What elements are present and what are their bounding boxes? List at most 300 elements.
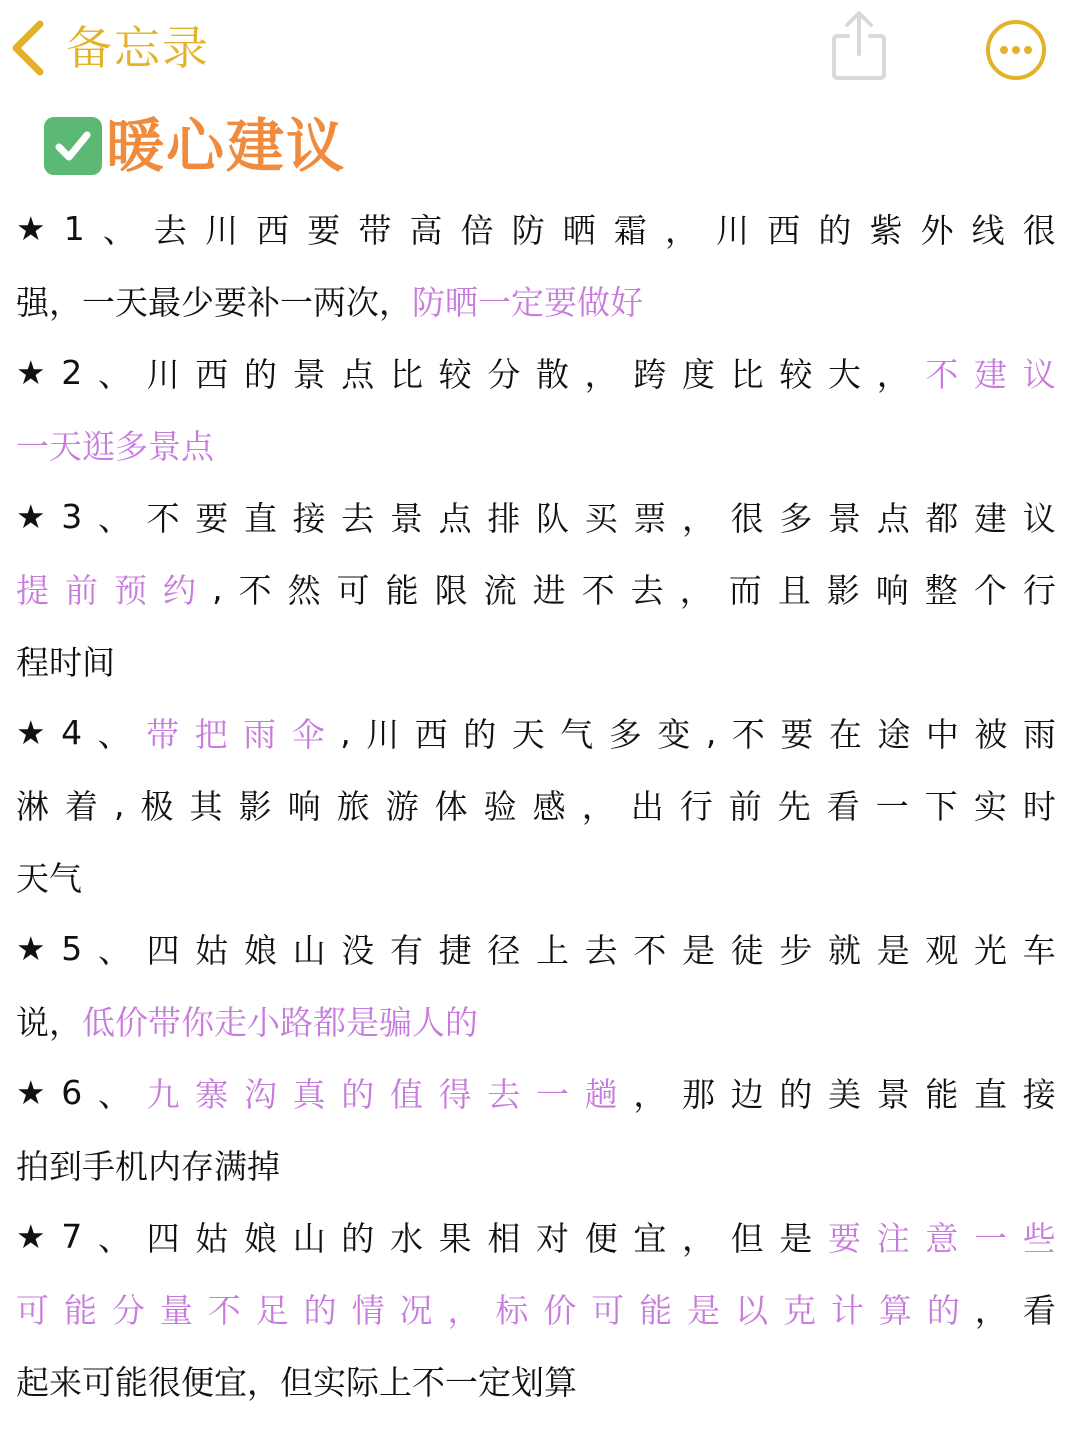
share-icon [826, 69, 892, 88]
char: 防 [412, 282, 445, 322]
char: 趟 [584, 1074, 618, 1114]
note-line [16, 336, 1056, 408]
char: 手 [82, 1146, 115, 1186]
char: 骗 [379, 1002, 412, 1042]
char: 相 [487, 1218, 521, 1258]
char: 四 [146, 1218, 180, 1258]
star-icon: ★ [16, 712, 46, 752]
char: 要 [544, 282, 577, 322]
char: 景 [389, 498, 423, 538]
char: 一 [875, 786, 909, 826]
char: 娘 [243, 1218, 277, 1258]
char: 建 [974, 498, 1008, 538]
char: 队 [535, 498, 569, 538]
char: 时 [1022, 786, 1056, 826]
char: 低 [82, 1002, 115, 1042]
char: 、 [97, 498, 131, 538]
char: 一 [82, 282, 115, 322]
char: 少 [181, 282, 214, 322]
char: 算 [544, 1362, 577, 1402]
char: 注 [876, 1218, 910, 1258]
char: 能 [63, 1290, 97, 1330]
char: 的 [779, 1074, 813, 1114]
char: 淋 [16, 786, 49, 826]
char: 不 [633, 930, 667, 970]
char: 的 [463, 714, 497, 754]
char: 5 [61, 928, 83, 968]
char: 天 [16, 858, 49, 898]
char: 把 [194, 714, 228, 754]
char: 一 [974, 1218, 1008, 1258]
char: 划 [511, 1362, 544, 1402]
char: 西 [256, 210, 290, 250]
char: 补 [247, 282, 280, 322]
char: 看 [1022, 1290, 1056, 1330]
note-line [16, 1056, 1056, 1128]
char: , [705, 712, 717, 752]
char: 的 [341, 1218, 375, 1258]
char: 议 [1022, 354, 1056, 394]
char: 车 [1022, 930, 1056, 970]
star-icon: ★ [16, 928, 46, 968]
note-line [16, 408, 1056, 480]
char: 寨 [195, 1074, 229, 1114]
char: 响 [875, 570, 909, 610]
char: 意 [925, 1218, 959, 1258]
char: 整 [924, 570, 958, 610]
char: ， [247, 1362, 280, 1402]
char: 出 [630, 786, 664, 826]
char: 有 [389, 930, 423, 970]
char: 机 [115, 1146, 148, 1186]
char: 晒 [445, 282, 478, 322]
char: 雨 [243, 714, 277, 754]
char: 着 [65, 786, 99, 826]
char: 前 [65, 570, 99, 610]
char: 感 [532, 786, 566, 826]
char: 大 [828, 354, 862, 394]
char: 就 [828, 930, 862, 970]
char: 好 [610, 282, 643, 322]
char: 景 [148, 426, 181, 466]
char: 外 [920, 210, 954, 250]
char: 果 [438, 1218, 472, 1258]
char: 可 [16, 1290, 49, 1330]
char: 7 [61, 1216, 83, 1256]
char: 小 [247, 1002, 280, 1042]
char: 线 [971, 210, 1005, 250]
char: 2 [61, 352, 83, 392]
char: 山 [292, 930, 326, 970]
note-body[interactable] [16, 192, 1056, 1416]
char: 上 [379, 1362, 412, 1402]
char: 的 [341, 1074, 375, 1114]
char: ， [584, 354, 618, 394]
char: 川 [205, 210, 239, 250]
char: 娘 [243, 930, 277, 970]
char: 做 [577, 282, 610, 322]
char: 去 [630, 570, 664, 610]
char: 雨 [1022, 714, 1056, 754]
char: , [114, 784, 125, 824]
char: 提 [16, 570, 49, 610]
char: 紫 [869, 210, 903, 250]
char: 不 [731, 714, 765, 754]
char: 得 [438, 1074, 472, 1114]
char: 能 [115, 1362, 148, 1402]
char: ， [49, 1002, 82, 1042]
char: 姑 [195, 930, 229, 970]
char: 可 [82, 1362, 115, 1402]
char: 一 [535, 1074, 569, 1114]
char: 1 [63, 208, 85, 248]
char: 都 [313, 1002, 346, 1042]
char: 天 [511, 714, 545, 754]
char: 多 [115, 426, 148, 466]
char: ， [876, 354, 910, 394]
char: 看 [826, 786, 860, 826]
char: 分 [111, 1290, 145, 1330]
char: 足 [255, 1290, 289, 1330]
char: 掉 [247, 1146, 280, 1186]
char: 去 [584, 930, 618, 970]
char: 对 [535, 1218, 569, 1258]
char: 点 [341, 354, 375, 394]
char: 6 [61, 1072, 83, 1112]
char: 的 [926, 1290, 960, 1330]
check-mark-icon [44, 117, 102, 175]
char: 际 [346, 1362, 379, 1402]
note-line [16, 624, 1056, 696]
char: 分 [487, 354, 521, 394]
char: 接 [1022, 1074, 1056, 1114]
char: 可 [336, 570, 370, 610]
char: 值 [389, 1074, 423, 1114]
char: 流 [483, 570, 517, 610]
char: 很 [730, 498, 764, 538]
char: 满 [214, 1146, 247, 1186]
char: 宜 [633, 1218, 667, 1258]
char: 一 [445, 1362, 478, 1402]
char: 一 [16, 426, 49, 466]
note-title [44, 110, 346, 182]
char: 捷 [438, 930, 472, 970]
char: 旅 [336, 786, 370, 826]
char: 要 [195, 498, 229, 538]
char: 能 [385, 570, 419, 610]
char: 走 [214, 1002, 247, 1042]
char: 而 [728, 570, 762, 610]
char: 带 [146, 714, 180, 754]
char: 实 [313, 1362, 346, 1402]
char: 况 [399, 1290, 433, 1330]
char: 进 [532, 570, 566, 610]
back-button[interactable] [8, 14, 210, 82]
char: 变 [657, 714, 691, 754]
char: 不 [412, 1362, 445, 1402]
char: 验 [483, 786, 517, 826]
char: 不 [207, 1290, 241, 1330]
char: 天 [49, 426, 82, 466]
char: 步 [779, 930, 813, 970]
char: 影 [238, 786, 272, 826]
char: 景 [292, 354, 326, 394]
note-line [16, 912, 1056, 984]
char: 人 [412, 1002, 445, 1042]
char: 姑 [195, 1218, 229, 1258]
char: ， [665, 210, 699, 250]
char: 程 [16, 642, 49, 682]
note-line [16, 480, 1056, 552]
char: 实 [973, 786, 1007, 826]
note-line [16, 1344, 1056, 1416]
char: 点 [438, 498, 472, 538]
char: 标 [495, 1290, 529, 1330]
char: 定 [478, 1362, 511, 1402]
char: 美 [828, 1074, 862, 1114]
char: ， [581, 786, 615, 826]
char: 是 [346, 1002, 379, 1042]
char: 、 [97, 714, 131, 754]
char: 你 [181, 1002, 214, 1042]
note-line [16, 768, 1056, 840]
char: 是 [682, 930, 715, 970]
star-icon: ★ [16, 1216, 46, 1256]
note-line [16, 1200, 1056, 1272]
star-icon: ★ [16, 352, 46, 392]
char: 游 [385, 786, 419, 826]
char: 以 [735, 1290, 769, 1330]
char: 4 [61, 712, 83, 752]
char: ， [49, 282, 82, 322]
char: 其 [189, 786, 223, 826]
char: 带 [148, 1002, 181, 1042]
char: , [340, 712, 351, 752]
char: 徒 [730, 930, 764, 970]
char: 便 [181, 1362, 214, 1402]
char: 那 [682, 1074, 715, 1114]
char: ， [682, 1218, 715, 1258]
char: 起 [16, 1362, 49, 1402]
char: 川 [146, 354, 180, 394]
char: 来 [49, 1362, 82, 1402]
char: 排 [487, 498, 521, 538]
char: 、 [97, 930, 131, 970]
char: 便 [584, 1218, 618, 1258]
char: 极 [140, 786, 174, 826]
char: 的 [243, 354, 277, 394]
char: 是 [687, 1290, 721, 1330]
char: 景 [876, 1074, 910, 1114]
char: 真 [292, 1074, 326, 1114]
back-label: 备忘录 [66, 21, 210, 75]
note-line [16, 1272, 1056, 1344]
char: 比 [730, 354, 764, 394]
char: 行 [1022, 570, 1056, 610]
char: 但 [280, 1362, 313, 1402]
char: 点 [876, 498, 910, 538]
char: ， [447, 1290, 481, 1330]
char: 价 [543, 1290, 577, 1330]
char: 建 [974, 354, 1008, 394]
char: 被 [974, 714, 1008, 754]
char: 、 [97, 354, 131, 394]
char: 最 [148, 282, 181, 322]
title-text: 暖心建议 [106, 112, 347, 180]
char: 带 [358, 210, 392, 250]
char: 高 [409, 210, 443, 250]
char: 度 [682, 354, 715, 394]
char: 约 [163, 570, 197, 610]
char: 不 [146, 498, 180, 538]
char: 响 [287, 786, 321, 826]
char: 到 [49, 1146, 82, 1186]
char: 不 [238, 570, 272, 610]
char: ， [379, 282, 412, 322]
char: 些 [1022, 1218, 1056, 1258]
char: 边 [730, 1074, 764, 1114]
char: 、 [102, 210, 136, 250]
more-icon [984, 67, 1048, 86]
char: 可 [591, 1290, 625, 1330]
char: 光 [974, 930, 1008, 970]
char: 的 [818, 210, 852, 250]
char: 量 [159, 1290, 193, 1330]
char: 较 [438, 354, 472, 394]
char: 宜 [214, 1362, 247, 1402]
more-button[interactable] [984, 18, 1048, 82]
star-icon: ★ [16, 496, 46, 536]
char: 价 [115, 1002, 148, 1042]
char: 霜 [613, 210, 647, 250]
char: 买 [584, 498, 618, 538]
char: 先 [777, 786, 811, 826]
share-button[interactable] [826, 8, 892, 84]
char: 防 [511, 210, 545, 250]
char: 很 [1022, 210, 1056, 250]
char: 观 [925, 930, 959, 970]
char: 能 [639, 1290, 673, 1330]
char: 比 [389, 354, 423, 394]
char: 山 [292, 1218, 326, 1258]
char: 个 [973, 570, 1007, 610]
char: 前 [728, 786, 762, 826]
char: 强 [16, 282, 49, 322]
char: 、 [97, 1218, 131, 1258]
char: 说 [16, 1002, 49, 1042]
char: 途 [877, 714, 911, 754]
char: 影 [826, 570, 860, 610]
note-line [16, 840, 1056, 912]
char: 要 [214, 282, 247, 322]
char: 散 [535, 354, 569, 394]
star-icon: ★ [16, 208, 46, 248]
char: 克 [783, 1290, 816, 1330]
char: 川 [716, 210, 750, 250]
char: 定 [511, 282, 544, 322]
note-line [16, 984, 1056, 1056]
char: 接 [292, 498, 326, 538]
char: 没 [341, 930, 375, 970]
char: 直 [243, 498, 277, 538]
char: 较 [779, 354, 813, 394]
char: 要 [828, 1218, 862, 1258]
char: 不 [581, 570, 615, 610]
char: 内 [148, 1146, 181, 1186]
char: 在 [828, 714, 862, 754]
char: 多 [779, 498, 813, 538]
char: , [212, 568, 223, 608]
char: 倍 [460, 210, 494, 250]
note-line [16, 192, 1056, 264]
char: 、 [97, 1074, 131, 1114]
char: 直 [974, 1074, 1008, 1114]
char: 路 [280, 1002, 313, 1042]
char: 3 [61, 496, 83, 536]
char: 行 [679, 786, 713, 826]
char: 川 [366, 714, 400, 754]
char: 两 [313, 282, 346, 322]
char: ， [682, 498, 715, 538]
char: 体 [434, 786, 468, 826]
char: 限 [434, 570, 468, 610]
char: 水 [389, 1218, 423, 1258]
char: 晒 [562, 210, 596, 250]
char: 拍 [16, 1146, 49, 1186]
char: 多 [608, 714, 642, 754]
char: 很 [148, 1362, 181, 1402]
char: 气 [560, 714, 594, 754]
char: 议 [1022, 498, 1056, 538]
note-line [16, 1128, 1056, 1200]
char: 但 [730, 1218, 764, 1258]
char: 九 [146, 1074, 180, 1114]
char: 下 [924, 786, 958, 826]
char: 中 [925, 714, 959, 754]
char: 间 [82, 642, 115, 682]
char: 然 [287, 570, 321, 610]
note-line [16, 696, 1056, 768]
char: 时 [49, 642, 82, 682]
char: 不 [925, 354, 959, 394]
char: 能 [925, 1074, 959, 1114]
char: 预 [114, 570, 148, 610]
char: 的 [445, 1002, 478, 1042]
char: 要 [780, 714, 814, 754]
char: 计 [830, 1290, 864, 1330]
char: 去 [153, 210, 187, 250]
char: 次 [346, 282, 379, 322]
char: 一 [280, 282, 313, 322]
char: 算 [878, 1290, 912, 1330]
char: 的 [303, 1290, 337, 1330]
char: 上 [535, 930, 569, 970]
char: ， [679, 570, 713, 610]
char: 气 [49, 858, 82, 898]
char: 跨 [633, 354, 667, 394]
char: 去 [487, 1074, 521, 1114]
char: 是 [876, 930, 910, 970]
char: 沟 [243, 1074, 277, 1114]
nav-bar [0, 0, 1080, 96]
char: 且 [777, 570, 811, 610]
char: 四 [146, 930, 180, 970]
note-line [16, 264, 1056, 336]
char: 都 [925, 498, 959, 538]
char: 径 [487, 930, 521, 970]
char: 要 [307, 210, 341, 250]
char: 伞 [291, 714, 325, 754]
